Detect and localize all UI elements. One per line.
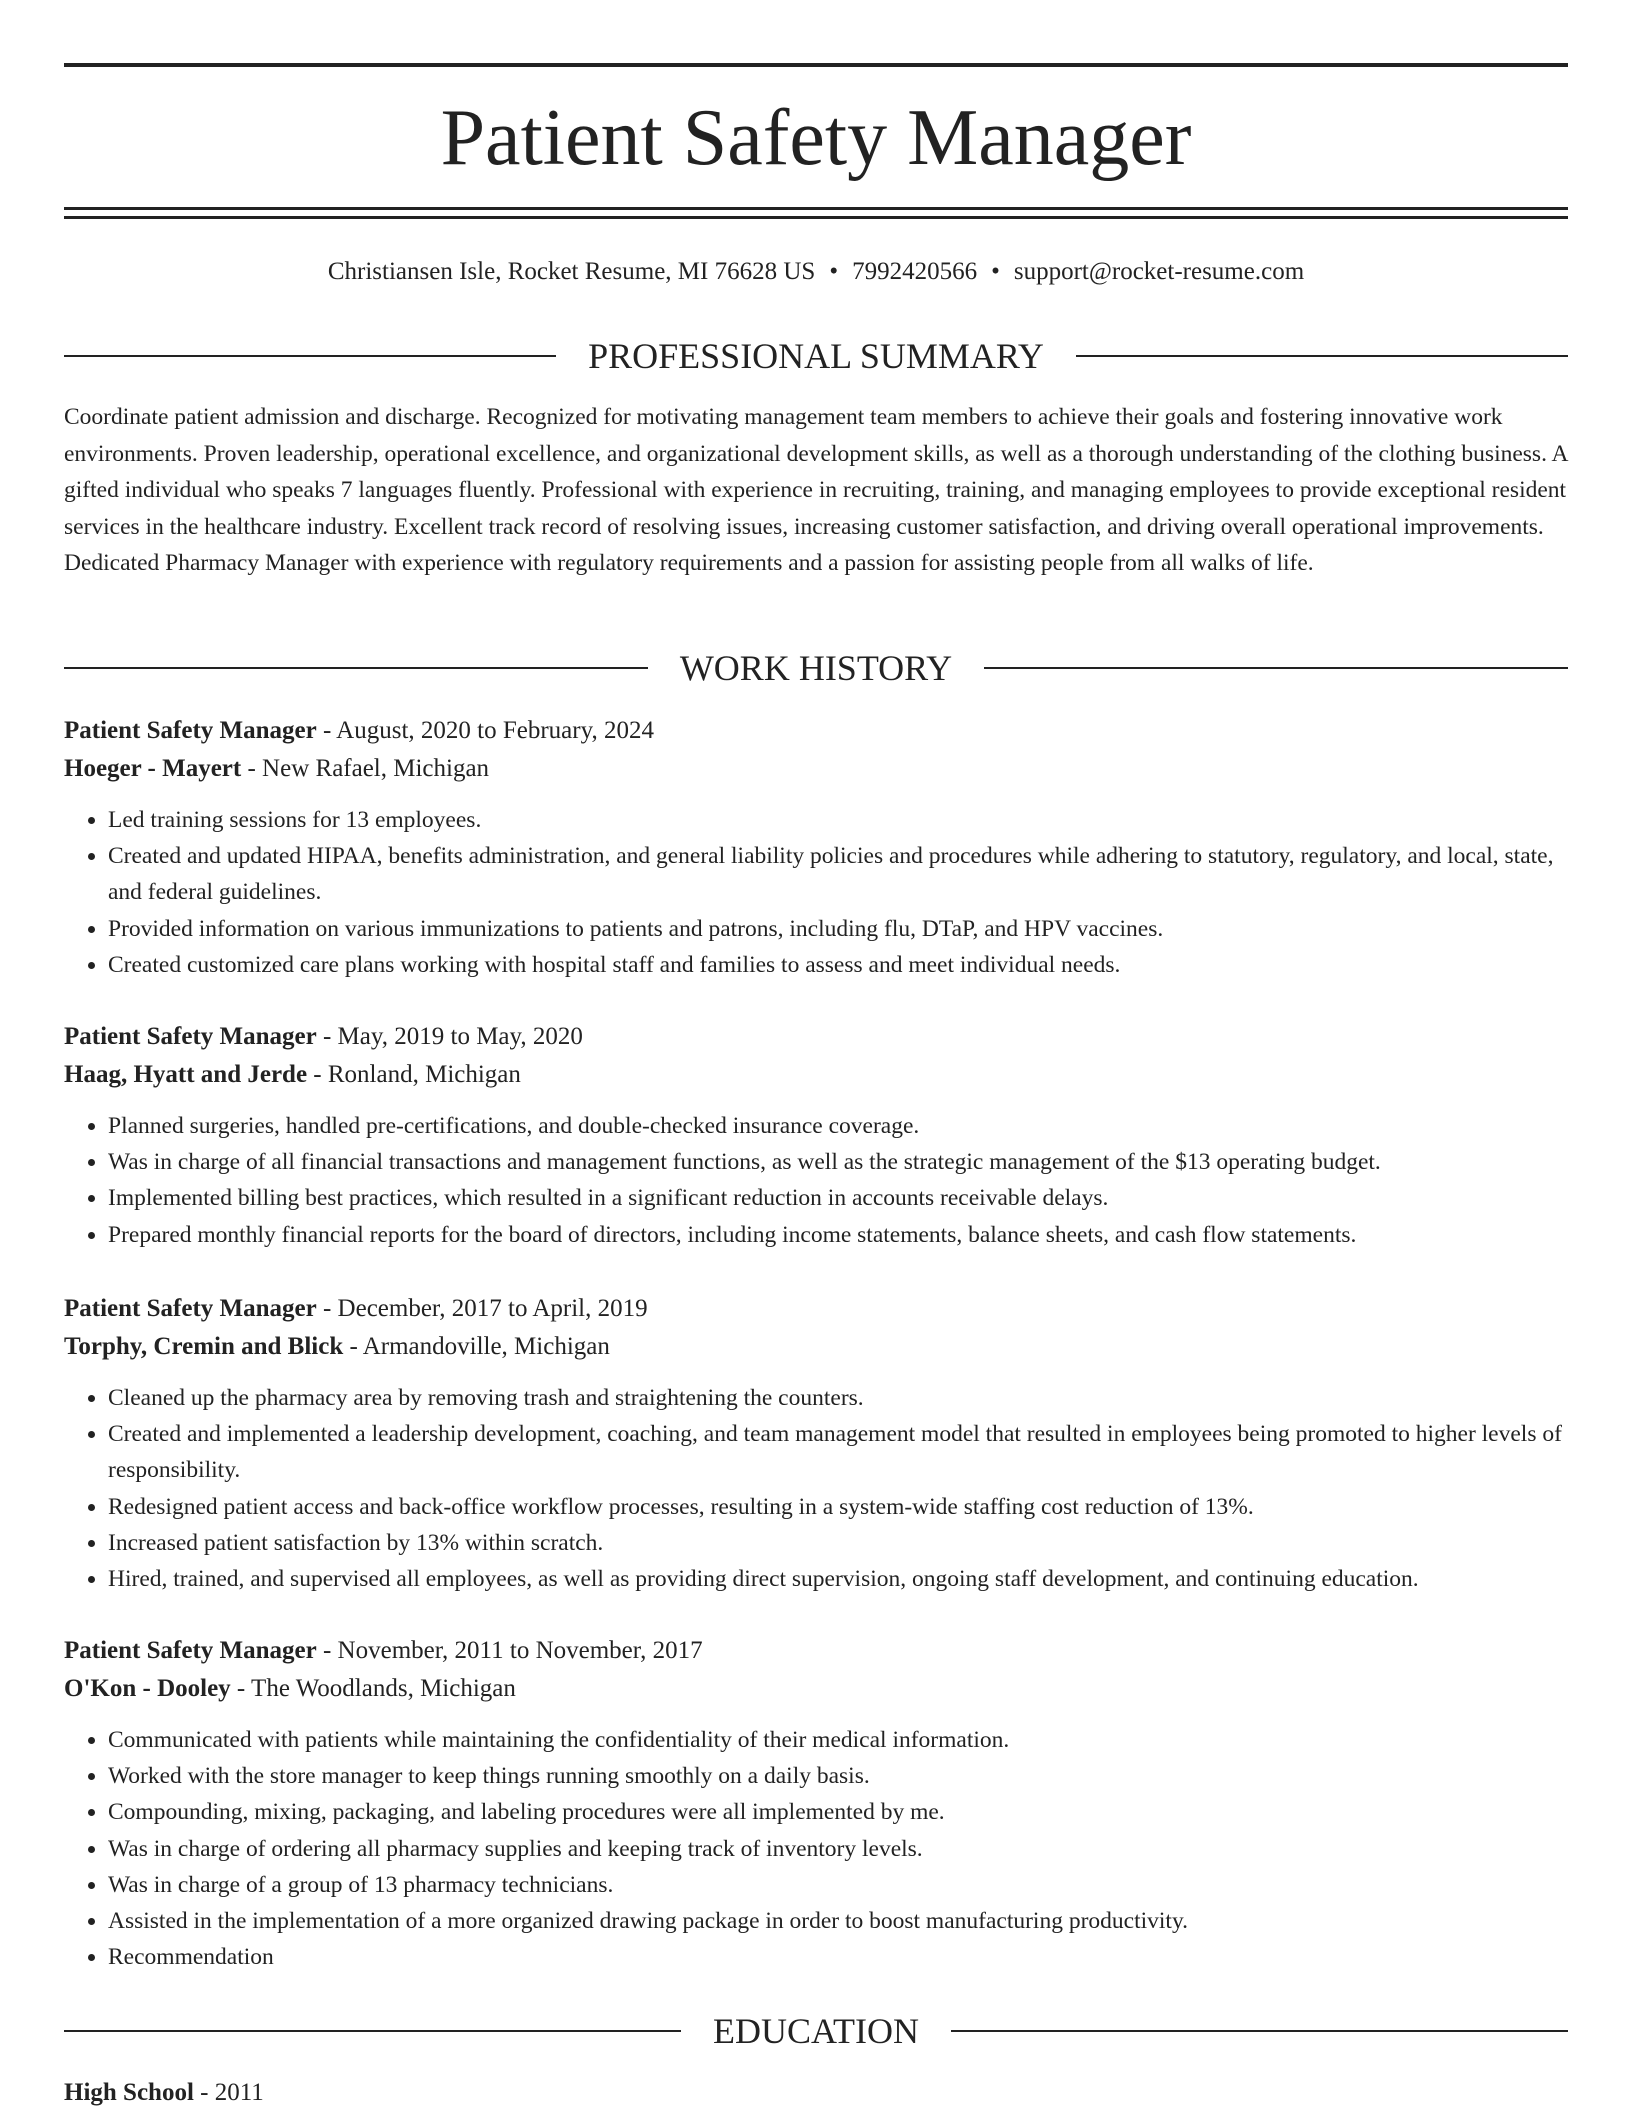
job-bullets xyxy=(64,1108,1568,1253)
job-title-line xyxy=(64,1290,1568,1328)
list-item: • Communicated with patients while maintaining the confidentiality of their medical information. xyxy=(108,1722,1568,1758)
job-location: - Armandoville, Michigan xyxy=(343,1333,610,1360)
job-title: Patient Safety Manager xyxy=(64,1637,317,1664)
education-year: - 2011 xyxy=(193,2079,264,2106)
list-item: • Assisted in the implementation of a more organized drawing package in order to boost manufacturing productivity. xyxy=(108,1903,1568,1939)
job-company-line xyxy=(64,1056,1568,1094)
job-company-line xyxy=(64,750,1568,788)
job-location: - New Rafael, Michigan xyxy=(241,755,490,782)
summary-text: Coordinate patient admission and discharge. Recognized for motivating management team members to achieve their goals and fostering innovative work environments. Proven leadership, operational excellence, and organizational development skills, as well as a thorough understanding of the clothing business. A gifted individual who speaks 7 languages fluently. Professional with experience in recruiting, training, and managing employees to provide exceptional resident services in the healthcare industry. Excellent track record of resolving issues, increasing customer satisfaction, and driving overall operational improvements. Dedicated Pharmacy Manager with experience with regulatory requirements and a passion for assisting people from all walks of life. xyxy=(64,404,1568,576)
job-entry xyxy=(64,1018,1568,1253)
job-dates: - December, 2017 to April, 2019 xyxy=(316,1295,648,1322)
job-company-line xyxy=(64,1670,1568,1708)
contact-line xyxy=(64,255,1568,289)
top-rule xyxy=(64,63,1568,67)
section-title-education: EDUCATION xyxy=(713,2011,919,2051)
contact-address: Christiansen Isle, Rocket Resume, MI 76628 US xyxy=(327,258,816,285)
list-item: • Created and updated HIPAA, benefits administration, and general liability policies and procedures while adhering to statutory, regulatory, and local, state, and federal guidelines. xyxy=(108,838,1568,910)
job-company: O'Kon - Dooley xyxy=(64,1675,231,1702)
section-title-work: WORK HISTORY xyxy=(679,648,953,688)
section-rule-left xyxy=(64,355,556,357)
job-title: Patient Safety Manager xyxy=(64,1023,317,1050)
list-item: • Led training sessions for 13 employees. xyxy=(108,802,1568,838)
list-item: • Was in charge of ordering all pharmacy supplies and keeping track of inventory levels. xyxy=(108,1831,1568,1867)
job-title: Patient Safety Manager xyxy=(64,717,317,744)
list-item: • Was in charge of all financial transactions and management functions, as well as the strategic management of the $13 operating budget. xyxy=(108,1144,1568,1180)
job-entry xyxy=(64,1290,1568,1597)
job-bullets xyxy=(64,1380,1568,1597)
list-item: • Worked with the store manager to keep things running smoothly on a daily basis. xyxy=(108,1758,1568,1794)
list-item: • Recommendation xyxy=(108,1939,1568,1975)
section-rule-left xyxy=(64,2030,681,2032)
list-item: • Was in charge of a group of 13 pharmacy technicians. xyxy=(108,1867,1568,1903)
list-item: • Redesigned patient access and back-office workflow processes, resulting in a system-wide staffing cost reduction of 13%. xyxy=(108,1489,1568,1525)
list-item: • Increased patient satisfaction by 13% within scratch. xyxy=(108,1525,1568,1561)
list-item: • Prepared monthly financial reports for the board of directors, including income statements, balance sheets, and cash flow statements. xyxy=(108,1217,1568,1253)
section-header-summary xyxy=(64,334,1568,378)
job-company: Haag, Hyatt and Jerde xyxy=(64,1061,308,1088)
job-dates: - November, 2011 to November, 2017 xyxy=(316,1637,703,1664)
job-company: Hoeger - Mayert xyxy=(64,755,242,782)
job-location: - Ronland, Michigan xyxy=(307,1061,521,1088)
list-item: • Planned surgeries, handled pre-certifications, and double-checked insurance coverage. xyxy=(108,1108,1568,1144)
education-entry xyxy=(64,2074,264,2112)
section-header-education xyxy=(64,2009,1568,2053)
section-rule-left xyxy=(64,667,648,669)
job-entry xyxy=(64,712,1568,983)
job-company: Torphy, Cremin and Blick xyxy=(64,1333,344,1360)
section-header-work xyxy=(64,646,1568,690)
job-title: Patient Safety Manager xyxy=(64,1295,317,1322)
section-rule-right xyxy=(1076,355,1568,357)
double-rule xyxy=(64,207,1568,219)
job-title-line xyxy=(64,1632,1568,1670)
job-bullets xyxy=(64,802,1568,983)
job-bullets xyxy=(64,1722,1568,1975)
list-item: • Created and implemented a leadership development, coaching, and team management model that resulted in employees being promoted to higher levels of responsibility. xyxy=(108,1416,1568,1488)
section-title-summary: PROFESSIONAL SUMMARY xyxy=(588,336,1044,376)
section-rule-right xyxy=(951,2030,1568,2032)
job-title-line xyxy=(64,1018,1568,1056)
job-company-line xyxy=(64,1328,1568,1366)
list-item: • Implemented billing best practices, which resulted in a significant reduction in accounts receivable delays. xyxy=(108,1180,1568,1216)
list-item: • Compounding, mixing, packaging, and labeling procedures were all implemented by me. xyxy=(108,1794,1568,1830)
page-title: Patient Safety Manager xyxy=(440,94,1192,182)
job-entry xyxy=(64,1632,1568,1975)
contact-separator: • xyxy=(829,258,839,285)
list-item: • Cleaned up the pharmacy area by removing trash and straightening the counters. xyxy=(108,1380,1568,1416)
contact-email: support@rocket-resume.com xyxy=(1013,258,1305,285)
job-location: - The Woodlands, Michigan xyxy=(230,1675,516,1702)
list-item: • Created customized care plans working with hospital staff and families to assess and meet individual needs. xyxy=(108,947,1568,983)
contact-separator: • xyxy=(991,258,1000,285)
list-item: • Provided information on various immunizations to patients and patrons, including flu, DTaP, and HPV vaccines. xyxy=(108,911,1568,947)
job-dates: - August, 2020 to February, 2024 xyxy=(316,717,654,744)
list-item: • Hired, trained, and supervised all employees, as well as providing direct supervision, ongoing staff development, and continuing education. xyxy=(108,1561,1568,1597)
job-dates: - May, 2019 to May, 2020 xyxy=(316,1023,583,1050)
section-rule-right xyxy=(984,667,1568,669)
education-degree: High School xyxy=(64,2079,194,2106)
job-title-line xyxy=(64,712,1568,750)
contact-phone: 7992420566 xyxy=(852,258,978,285)
